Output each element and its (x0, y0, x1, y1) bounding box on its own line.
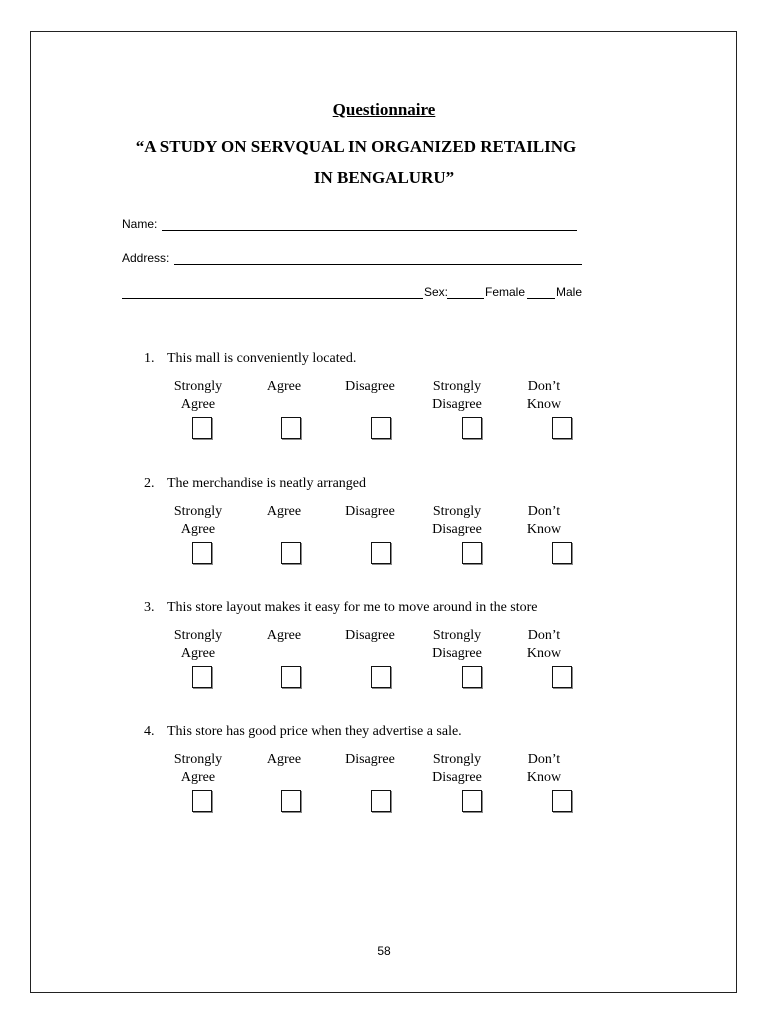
study-title-line-1: “A STUDY ON SERVQUAL IN ORGANIZED RETAILING (135, 137, 577, 156)
response-checkbox[interactable] (552, 542, 572, 564)
female-label: Female (485, 285, 526, 299)
question-number: 3. (144, 600, 155, 615)
option-label (417, 627, 497, 663)
response-checkbox[interactable] (281, 542, 301, 564)
response-checkbox[interactable] (462, 790, 482, 812)
option-label-line-2: Know (526, 770, 562, 785)
option-label-line-2: Agree (180, 646, 216, 661)
response-checkbox[interactable] (192, 790, 212, 812)
option-label-line-2: Agree (180, 397, 216, 412)
option-label (244, 751, 324, 769)
question-text: This store layout makes it easy for me to move around in the store (167, 600, 538, 615)
response-checkbox[interactable] (281, 417, 301, 439)
option-label-line-1: Strongly (432, 379, 482, 394)
option-label-line-1: Don’t (527, 628, 561, 643)
option-label-line-2: Disagree (432, 397, 482, 412)
option-label (330, 627, 410, 645)
option-label-line-1: Don’t (527, 504, 561, 519)
name-field-line[interactable] (162, 230, 577, 231)
male-blank[interactable] (527, 298, 555, 299)
option-label-line-1: Agree (266, 504, 302, 519)
male-label: Male (556, 285, 583, 299)
response-checkbox[interactable] (281, 790, 301, 812)
page-number: 58 (377, 944, 391, 958)
option-label (244, 627, 324, 645)
response-checkbox[interactable] (552, 666, 572, 688)
question-text: This mall is conveniently located. (167, 351, 357, 366)
question-number: 4. (144, 724, 155, 739)
option-label-line-1: Agree (266, 752, 302, 767)
option-label (504, 503, 584, 539)
option-label-line-1: Don’t (527, 379, 561, 394)
option-label (417, 751, 497, 787)
option-label-line-2: Agree (180, 770, 216, 785)
study-title-line-2: IN BENGALURU” (313, 168, 455, 187)
response-checkbox[interactable] (462, 417, 482, 439)
option-label-line-1: Disagree (345, 628, 395, 643)
option-label (244, 378, 324, 396)
option-label (158, 503, 238, 539)
option-label-line-1: Strongly (173, 628, 223, 643)
option-label (504, 751, 584, 787)
option-label-line-1: Don’t (527, 752, 561, 767)
response-checkbox[interactable] (552, 790, 572, 812)
name-label: Name: (122, 217, 158, 231)
response-checkbox[interactable] (192, 542, 212, 564)
option-label-line-2: Know (526, 397, 562, 412)
option-label-line-1: Strongly (432, 504, 482, 519)
option-label-line-2: Disagree (432, 770, 482, 785)
question-text: This store has good price when they advertise a sale. (167, 724, 462, 739)
option-label (504, 378, 584, 414)
option-label-line-2: Know (526, 522, 562, 537)
response-checkbox[interactable] (192, 417, 212, 439)
option-label (417, 378, 497, 414)
option-label-line-1: Strongly (173, 504, 223, 519)
response-checkbox[interactable] (552, 417, 572, 439)
response-checkbox[interactable] (371, 666, 391, 688)
option-label-line-1: Strongly (173, 379, 223, 394)
option-label-line-1: Strongly (432, 628, 482, 643)
response-checkbox[interactable] (281, 666, 301, 688)
address-label: Address: (122, 251, 170, 265)
address-field-line-2[interactable] (122, 298, 423, 299)
option-label (417, 503, 497, 539)
option-label-line-2: Know (526, 646, 562, 661)
document-title: Questionnaire (332, 100, 436, 119)
option-label (158, 751, 238, 787)
option-label (330, 378, 410, 396)
response-checkbox[interactable] (462, 542, 482, 564)
response-checkbox[interactable] (371, 542, 391, 564)
option-label-line-1: Disagree (345, 504, 395, 519)
option-label (158, 378, 238, 414)
option-label (330, 503, 410, 521)
option-label-line-1: Disagree (345, 752, 395, 767)
option-label (244, 503, 324, 521)
question-text: The merchandise is neatly arranged (167, 476, 367, 491)
response-checkbox[interactable] (192, 666, 212, 688)
response-checkbox[interactable] (462, 666, 482, 688)
option-label-line-1: Disagree (345, 379, 395, 394)
question-number: 2. (144, 476, 155, 491)
option-label-line-1: Agree (266, 379, 302, 394)
option-label-line-1: Strongly (173, 752, 223, 767)
sex-label: Sex: (424, 285, 449, 299)
response-checkbox[interactable] (371, 417, 391, 439)
option-label-line-1: Strongly (432, 752, 482, 767)
female-blank[interactable] (447, 298, 484, 299)
option-label (158, 627, 238, 663)
question-number: 1. (144, 351, 155, 366)
option-label-line-1: Agree (266, 628, 302, 643)
option-label-line-2: Disagree (432, 522, 482, 537)
option-label (330, 751, 410, 769)
option-label (504, 627, 584, 663)
option-label-line-2: Agree (180, 522, 216, 537)
response-checkbox[interactable] (371, 790, 391, 812)
option-label-line-2: Disagree (432, 646, 482, 661)
address-field-line[interactable] (174, 264, 582, 265)
